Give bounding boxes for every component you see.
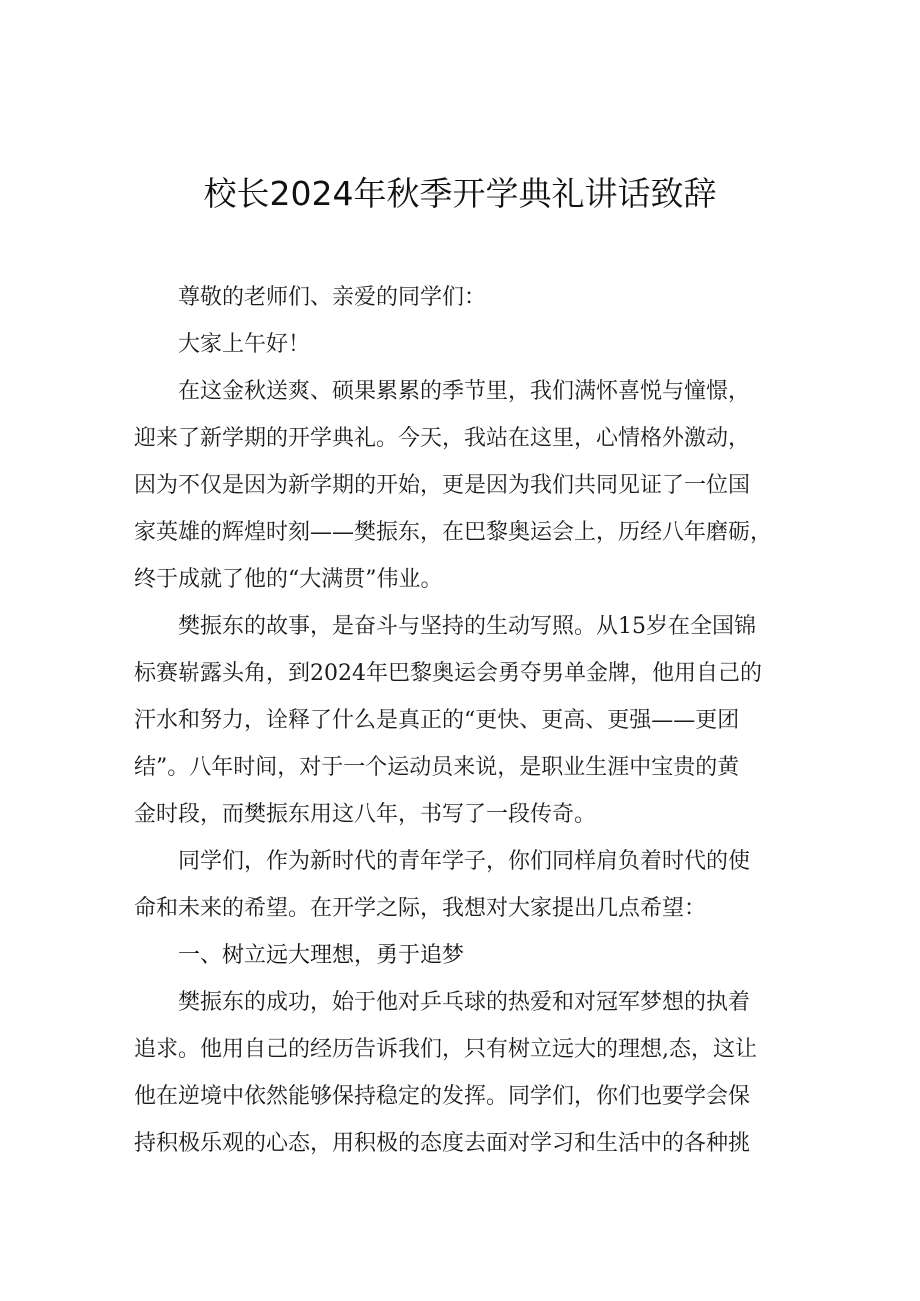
paragraph-line: 在这金秋送爽、硕果累累的季节里，我们满怀喜悦与憧憬， bbox=[178, 379, 751, 404]
paragraph-line: 终于成就了他的“大满贯”伟业。 bbox=[134, 567, 443, 592]
document-body bbox=[134, 274, 792, 1167]
paragraph-line: 命和未来的希望。在开学之际，我想对大家提出几点希望： bbox=[134, 896, 707, 921]
greeting: 尊敬的老师们、亲爱的同学们： bbox=[178, 285, 487, 310]
paragraph-line: 结”。八年时间，对于一个运动员来说，是职业生涯中宝贵的黄 bbox=[134, 755, 740, 780]
paragraph-3 bbox=[134, 838, 792, 932]
paragraph-line: 标赛崭露头角，到2024年巴黎奥运会勇夺男单金牌，他用自己的 bbox=[134, 661, 762, 686]
paragraph-1 bbox=[134, 368, 792, 603]
paragraph-line: 迎来了新学期的开学典礼。今天，我站在这里，心情格外激动， bbox=[134, 426, 751, 451]
document-title: 校长2024年秋季开学典礼讲话致辞 bbox=[203, 174, 717, 213]
salute: 大家上午好！ bbox=[178, 332, 311, 357]
section-heading: 一、树立远大理想，勇于追梦 bbox=[178, 943, 465, 968]
paragraph-line: 家英雄的辉煌时刻——樊振东，在巴黎奥运会上，历经八年磨砺， bbox=[134, 520, 773, 545]
paragraph-line: 因为不仅是因为新学期的开始，更是因为我们共同见证了一位国 bbox=[134, 473, 751, 498]
paragraph-line: 樊振东的故事，是奋斗与坚持的生动写照。从15岁在全国锦 bbox=[178, 614, 756, 639]
paragraph-line: 樊振东的成功，始于他对乒乓球的热爱和对冠军梦想的执着 bbox=[178, 990, 751, 1015]
paragraph-line: 金时段，而樊振东用这八年，书写了一段传奇。 bbox=[134, 802, 597, 827]
paragraph-line: 持积极乐观的心态，用积极的态度去面对学习和生活中的各种挑 bbox=[134, 1131, 751, 1156]
paragraph-line: 追求。他用自己的经历告诉我们，只有树立远大的理想,态，这让 bbox=[134, 1037, 757, 1062]
paragraph-line: 同学们，作为新时代的青年学子，你们同样肩负着时代的使 bbox=[178, 849, 751, 874]
paragraph-line: 他在逆境中依然能够保持稳定的发挥。同学们，你们也要学会保 bbox=[134, 1084, 751, 1109]
paragraph-line: 汗水和努力，诠释了什么是真正的“更快、更高、更强——更团 bbox=[134, 708, 740, 733]
paragraph-4 bbox=[134, 979, 792, 1167]
paragraph-2 bbox=[134, 603, 792, 838]
